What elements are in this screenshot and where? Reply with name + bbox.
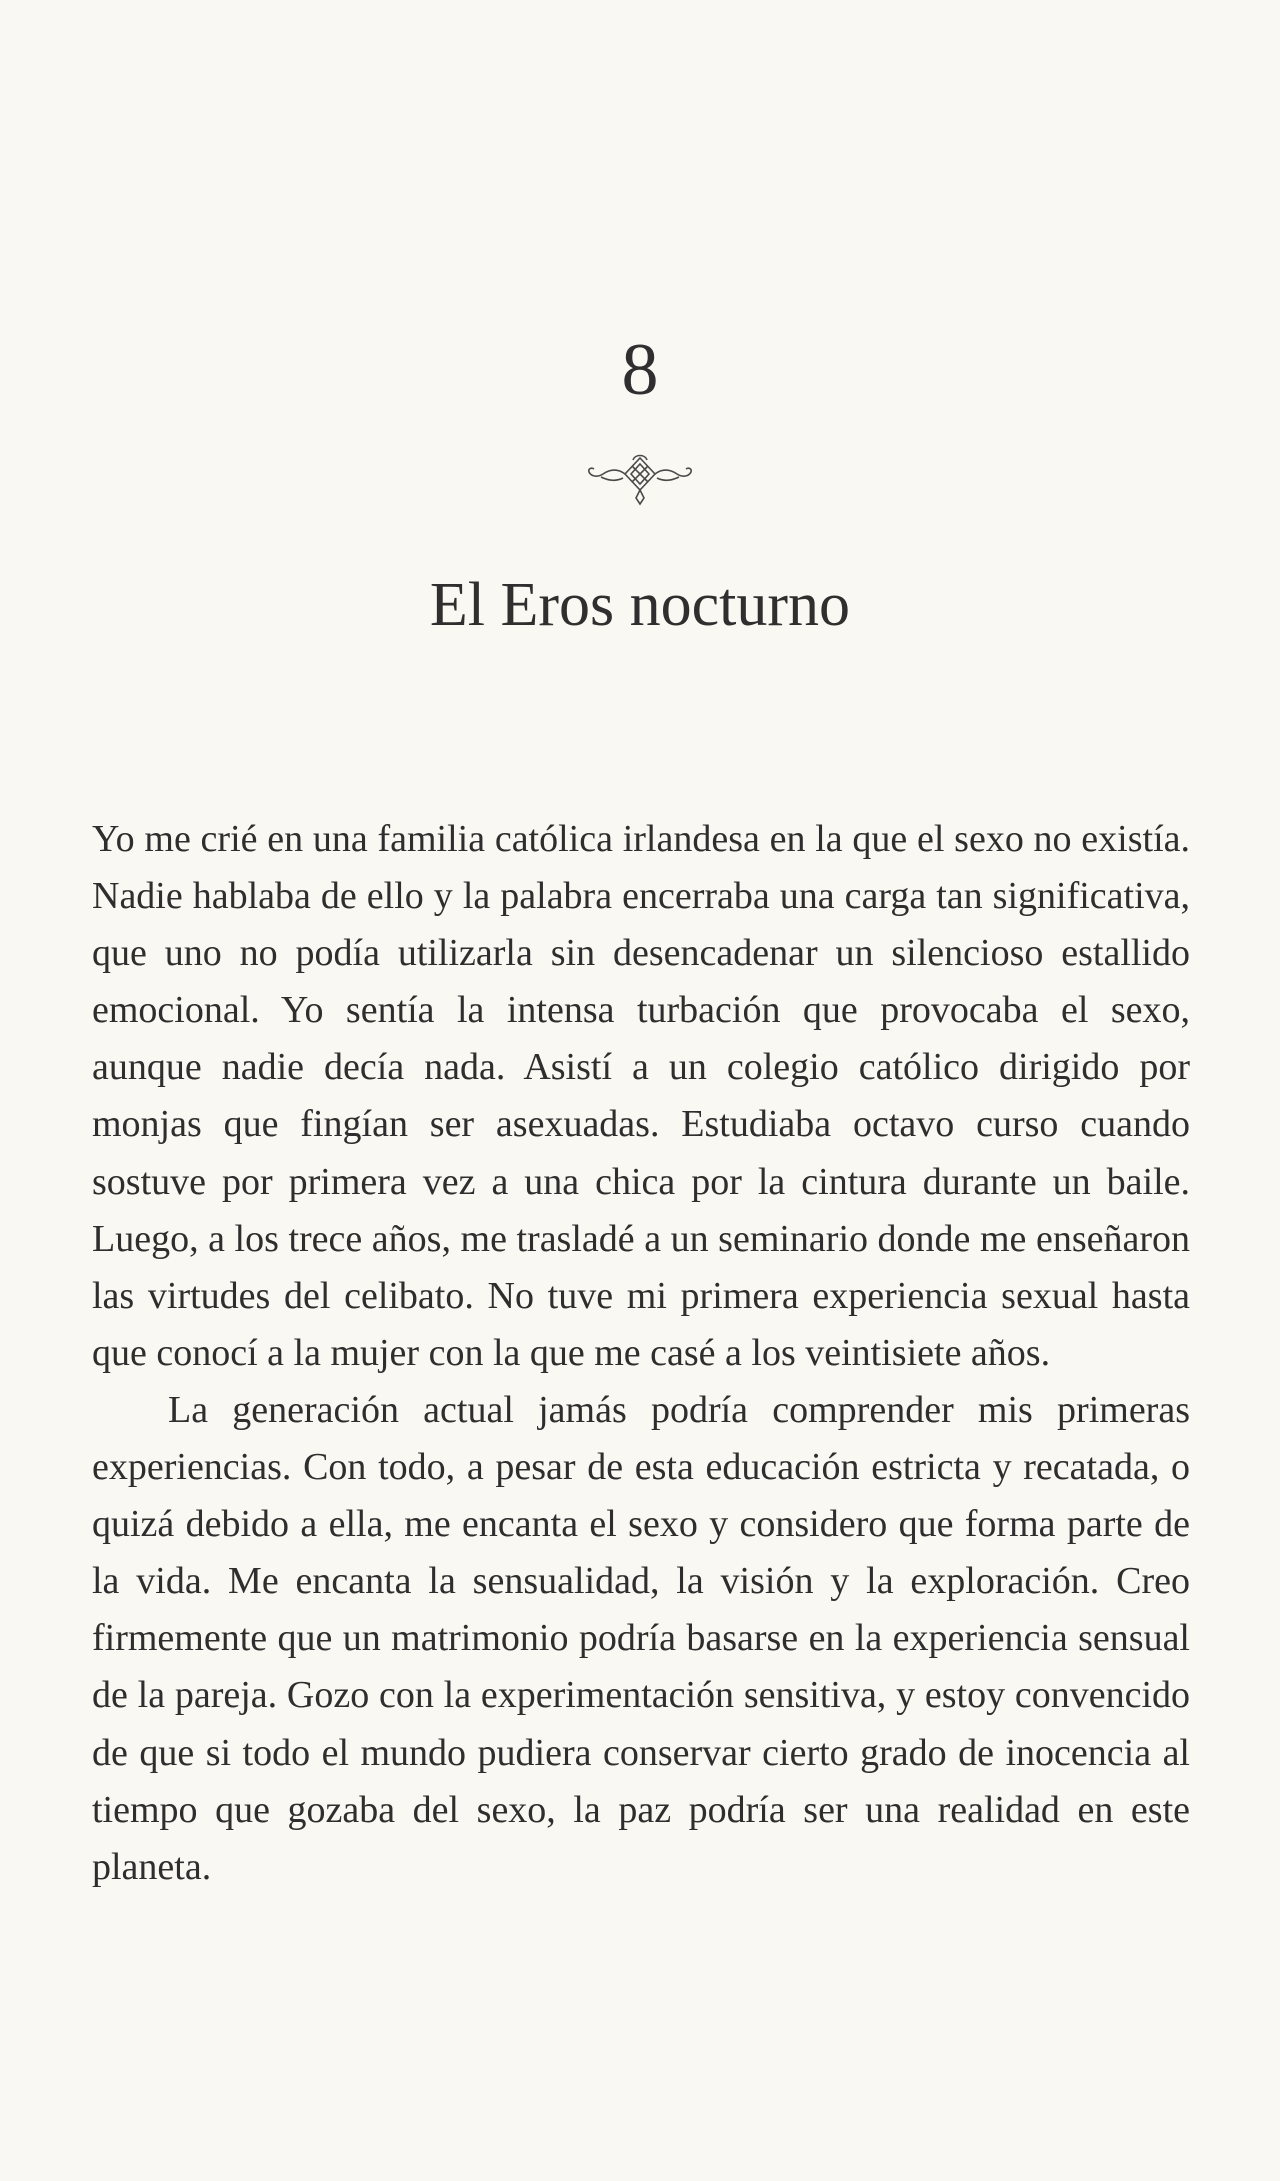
body-text (92, 811, 1190, 1896)
chapter-number: 8 (621, 329, 659, 411)
chapter-title: El Eros nocturno (429, 571, 851, 639)
paragraph-2: La generación actual jamás podría comprender mis primeras experiencias. Con todo, a pesar de esta educación estricta y recatada, o quizá debido a ella, me encanta el sexo y considero que forma parte de la vida. Me encanta la sensualidad, la visión y la exploración. Creo firmemente que un matrimonio podría basarse en la experiencia sensual de la pareja. Gozo con la experimentación sensitiva, y estoy convencido de que si todo el mundo pudiera conservar cierto grado de inocencia al tiempo que gozaba del sexo, la paz podría ser una realidad en este planeta. (92, 1388, 1190, 1888)
paragraph-1: Yo me crié en una familia católica irlandesa en la que el sexo no existía. Nadie hablaba de ello y la palabra encerraba una carga tan significativa, que uno no podía utilizarla sin desencadenar un silencioso estallido emocional. Yo sentía la intensa turbación que provocaba el sexo, aunque nadie decía nada. Asistí a un colegio católico dirigido por monjas que fingían ser asexuadas. Estudiaba octavo curso cuando sostuve por primera vez a una chica por la cintura durante un baile. Luego, a los trece años, me trasladé a un seminario donde me enseñaron las virtudes del celibato. No tuve mi primera experiencia sexual hasta que conocí a la mujer con la que me casé a los veintisiete años. (92, 818, 1190, 1374)
fleuron-ornament-icon (585, 450, 695, 510)
